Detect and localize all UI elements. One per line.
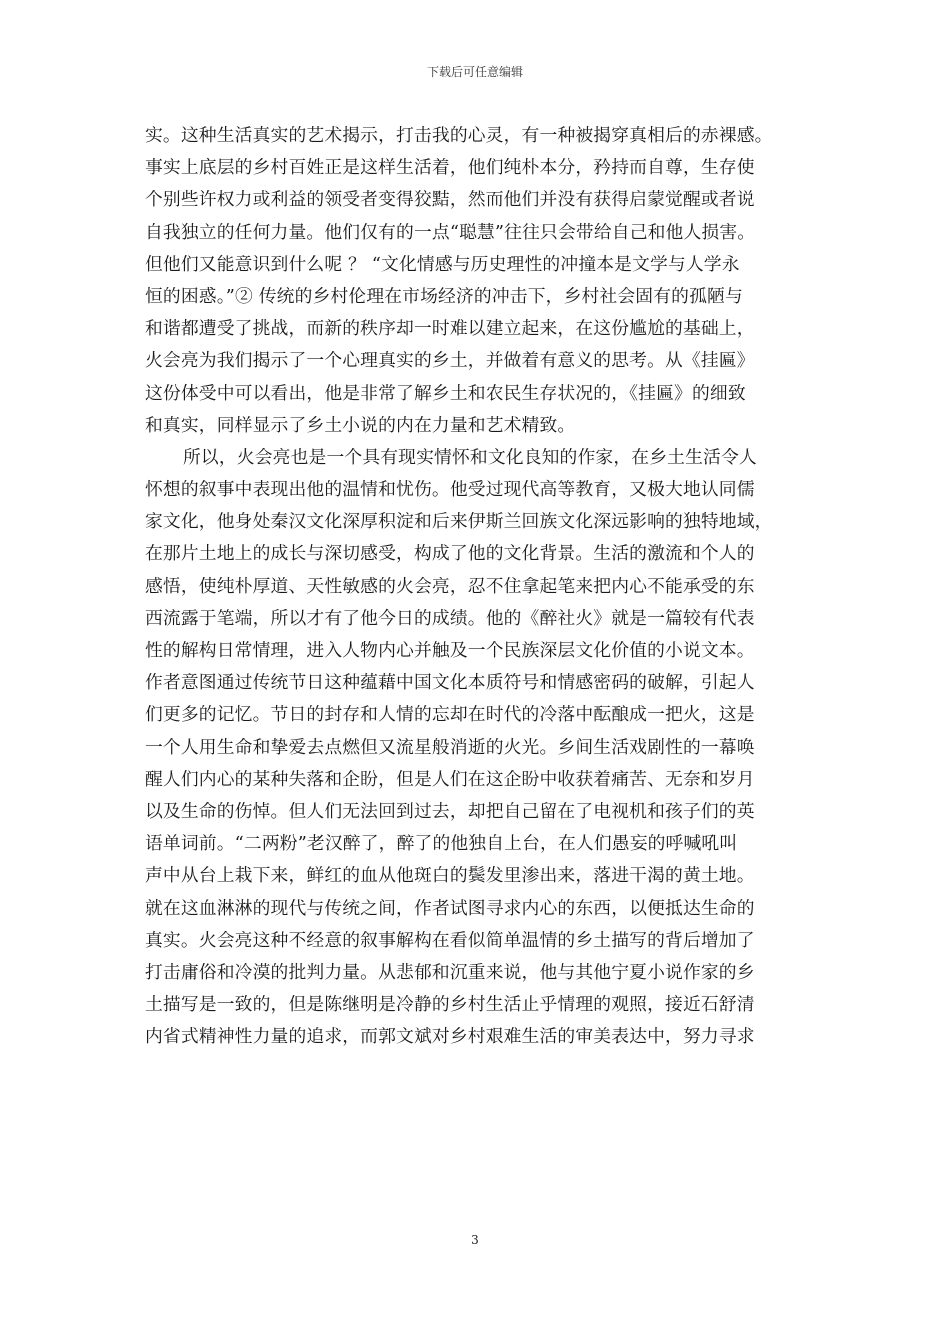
text-line: 怀想的叙事中表现出他的温情和忧伤。他受过现代高等教育，又极大地认同儒 (145, 479, 755, 501)
text-line: 实。这种生活真实的艺术揭示，打击我的心灵，有一种被揭穿真相后的赤裸感。 (145, 125, 773, 146)
text-line: 真实。火会亮这种不经意的叙事解构在看似简单温情的乡土描写的背后增加了 (145, 929, 755, 951)
text-line: 性的解构日常情理，进入人物内心并触及一个民族深层文化价值的小说文本。 (145, 640, 755, 661)
text-line: 语单词前。“二两粉”老汉醉了，醉了的他独自上台，在人们愚妄的呼喊吼叫 (145, 833, 738, 855)
text-line: 打击庸俗和冷漠的批判力量。从悲郁和沉重来说，他与其他宁夏小说作家的乡 (145, 961, 755, 983)
text-line: 和谐都遭受了挑战，而新的秩序却一时难以建立起来，在这份尴尬的基础上， (145, 318, 755, 340)
text-line: 恒的困惑。”② 传统的乡村伦理在市场经济的冲击下，乡村社会固有的孤陋与 (145, 285, 743, 307)
text-line: 和真实，同样显示了乡土小说的内在力量和艺术精致。 (145, 414, 576, 436)
text-line: 火会亮为我们揭示了一个心理真实的乡土，并做着有意义的思考。从《挂匾》 (145, 350, 755, 372)
text-line: 个别些许权力或利益的领受者变得狡黠，然而他们并没有获得启蒙觉醒或者说 (145, 189, 755, 211)
text-line: 自我独立的任何力量。他们仅有的一点“聪慧”往往只会带给自己和他人损害。 (145, 221, 756, 243)
text-line: 这份体受中可以看出，他是非常了解乡土和农民生存状况的，《挂匾》的细致 (145, 382, 746, 404)
text-line: 感悟，使纯朴厚道、天性敏感的火会亮，忍不住拿起笔来把内心不能承受的东 (145, 575, 755, 597)
text-line: 醒人们内心的某种失落和企盼，但是人们在这企盼中收获着痛苦、无奈和岁月 (145, 768, 755, 790)
text-line: 土描写是一致的，但是陈继明是冷静的乡村生活止乎情理的观照，接近石舒清 (145, 994, 755, 1016)
text-line: 一个人用生命和挚爱去点燃但又流星般消逝的火光。乡间生活戏剧性的一幕唤 (145, 736, 755, 758)
text-line: 以及生命的伤悼。但人们无法回到过去，却把自己留在了电视机和孩子们的英 (145, 800, 755, 822)
paragraph-start-line: 所以，火会亮也是一个具有现实情怀和文化良知的作家，在乡土生活令人 (183, 446, 757, 468)
text-line: 声中从台上栽下来，鲜红的血从他斑白的鬓发里渗出来，落进干渴的黄土地。 (145, 865, 755, 887)
text-line: 在那片土地上的成长与深切感受，构成了他的文化背景。生活的激流和个人的 (145, 543, 755, 565)
text-line: 西流露于笔端，所以才有了他今日的成绩。他的《醉社火》就是一篇较有代表 (145, 607, 755, 629)
page-header: 下载后可任意编辑 (426, 65, 523, 79)
body-text (145, 120, 809, 1053)
text-line: 但他们又能意识到什么呢 ？ “文化情感与历史理性的冲撞本是文学与人学永 (145, 253, 740, 275)
text-line: 们更多的记忆。节日的封存和人情的忘却在时代的冷落中酝酿成一把火，这是 (145, 704, 755, 726)
text-line: 事实上底层的乡村百姓正是这样生活着，他们纯朴本分，矜持而自尊，生存使 (145, 157, 755, 179)
text-line: 就在这血淋淋的现代与传统之间，作者试图寻求内心的东西，以便抵达生命的 (145, 897, 755, 919)
text-line: 作者意图通过传统节日这种蕴藉中国文化本质符号和情感密码的破解，引起人 (145, 672, 755, 694)
text-line: 家文化，他身处秦汉文化深厚积淀和后来伊斯兰回族文化深远影响的独特地域， (145, 511, 773, 533)
text-line: 内省式精神性力量的追求，而郭文斌对乡村艰难生活的审美表达中，努力寻求 (145, 1026, 755, 1048)
page-number: 3 (471, 1233, 479, 1247)
